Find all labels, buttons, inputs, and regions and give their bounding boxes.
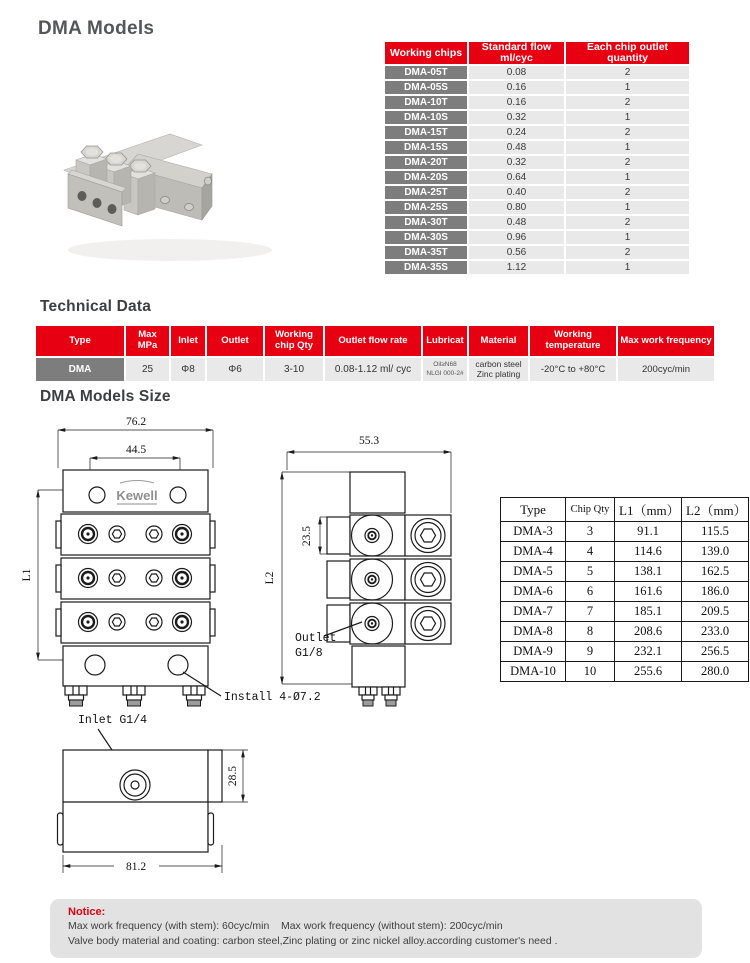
table-row: DMA-4 4 114.6 139.0: [501, 542, 749, 562]
cell: Φ6: [207, 358, 263, 381]
table-row: DMA-15T 0.24 2: [385, 126, 689, 139]
dim-label-23-5: 23.5: [301, 525, 313, 547]
col-header: Working temperature: [530, 326, 616, 356]
table-row: DMA-20S 0.64 1: [385, 171, 689, 184]
notice-line: Valve body material and coating: carbon steel,Zinc plating or zinc nickel alloy.according customer's need .: [68, 934, 558, 947]
table-row: DMA-9 9 232.1 256.5: [501, 642, 749, 662]
cell: 0.08-1.12 ml/ cyc: [325, 358, 421, 381]
table-row: DMA-8 8 208.6 233.0: [501, 622, 749, 642]
notice-line: Max work frequency (with stem): 60cyc/min Max work frequency (without stem): 200cyc/min: [68, 920, 503, 932]
col-header: Chip Qty: [566, 498, 615, 522]
col-header: Working chips: [385, 42, 467, 64]
technical-data-table: [34, 324, 716, 383]
technical-data-heading: Technical Data: [40, 298, 152, 315]
dim-label-l1: L1: [21, 568, 33, 582]
cell: -20°C to +80°C: [530, 358, 616, 381]
brand-logo: Kewell: [116, 488, 158, 503]
col-header: Max work frequency: [618, 326, 714, 356]
col-header: Type: [501, 498, 566, 522]
outlet-fittings: [359, 687, 400, 706]
working-chips-table: [383, 40, 691, 276]
cell: Φ8: [171, 358, 205, 381]
table-row: DMA-10S 0.32 1: [385, 111, 689, 124]
col-header: Material: [469, 326, 528, 356]
table-header-row: [501, 498, 749, 522]
product-photo: [52, 108, 307, 283]
side-view-drawing: [262, 428, 467, 728]
cell: Oil≥N68 NLGI 000-2#: [423, 358, 467, 381]
table-row: DMA-7 7 185.1 209.5: [501, 602, 749, 622]
table-row: DMA-6 6 161.6 186.0: [501, 582, 749, 602]
dim-label-76-2: 76.2: [125, 416, 147, 428]
col-header: L1（mm）: [615, 498, 682, 522]
table-row: DMA-25S 0.80 1: [385, 201, 689, 214]
cell: 25: [126, 358, 169, 381]
col-header: Lubricat: [423, 326, 467, 356]
col-header: Inlet: [171, 326, 205, 356]
table-row: DMA-30S 0.96 1: [385, 231, 689, 244]
col-header: Outlet: [207, 326, 263, 356]
table-row: DMA-3 3 91.1 115.5: [501, 522, 749, 542]
table-row: DMA-15S 0.48 1: [385, 141, 689, 154]
table-row: DMA-35S 1.12 1: [385, 261, 689, 274]
table-row: [36, 358, 714, 381]
type-cell: DMA: [36, 358, 124, 381]
notice-box: [50, 899, 702, 958]
table-header-row: [385, 42, 689, 64]
dim-label-28-5: 28.5: [227, 765, 239, 787]
dim-label-55-3: 55.3: [358, 435, 380, 447]
models-size-heading: DMA Models Size: [40, 388, 171, 405]
table-row: DMA-5 5 138.1 162.5: [501, 562, 749, 582]
col-header: Standard flow ml/cyc: [469, 42, 564, 64]
install-label: Install 4-Ø7.2: [224, 691, 321, 704]
dim-label-81-2: 81.2: [125, 861, 147, 873]
outlet-label: Outlet: [295, 632, 337, 645]
table-row: DMA-20T 0.32 2: [385, 156, 689, 169]
outlet-label-size: G1/8: [295, 647, 323, 660]
inlet-label: Inlet G1/4: [78, 714, 148, 727]
size-table: [500, 497, 749, 682]
notice-title: Notice:: [68, 906, 106, 918]
table-row: DMA-10 10 255.6 280.0: [501, 662, 749, 682]
cell: 200cyc/min: [618, 358, 714, 381]
col-header: Working chip Qty: [265, 326, 323, 356]
top-view-drawing: [40, 703, 275, 878]
col-header: L2（mm）: [682, 498, 749, 522]
table-row: DMA-10T 0.16 2: [385, 96, 689, 109]
cell: 3-10: [265, 358, 323, 381]
dim-label-l2: L2: [264, 571, 276, 585]
col-header: Outlet flow rate: [325, 326, 421, 356]
col-header: Each chip outlet quantity: [566, 42, 689, 64]
col-header: Max MPa: [126, 326, 169, 356]
table-row: DMA-30T 0.48 2: [385, 216, 689, 229]
table-row: DMA-35T 0.56 2: [385, 246, 689, 259]
dim-label-44-5: 44.5: [125, 444, 147, 456]
table-row: DMA-05S 0.16 1: [385, 81, 689, 94]
table-row: DMA-05T 0.08 2: [385, 66, 689, 79]
table-header-row: [36, 326, 714, 356]
table-row: DMA-25T 0.40 2: [385, 186, 689, 199]
page-title: DMA Models: [38, 18, 155, 39]
cell: carbon steel Zinc plating: [469, 358, 528, 381]
col-header: Type: [36, 326, 124, 356]
